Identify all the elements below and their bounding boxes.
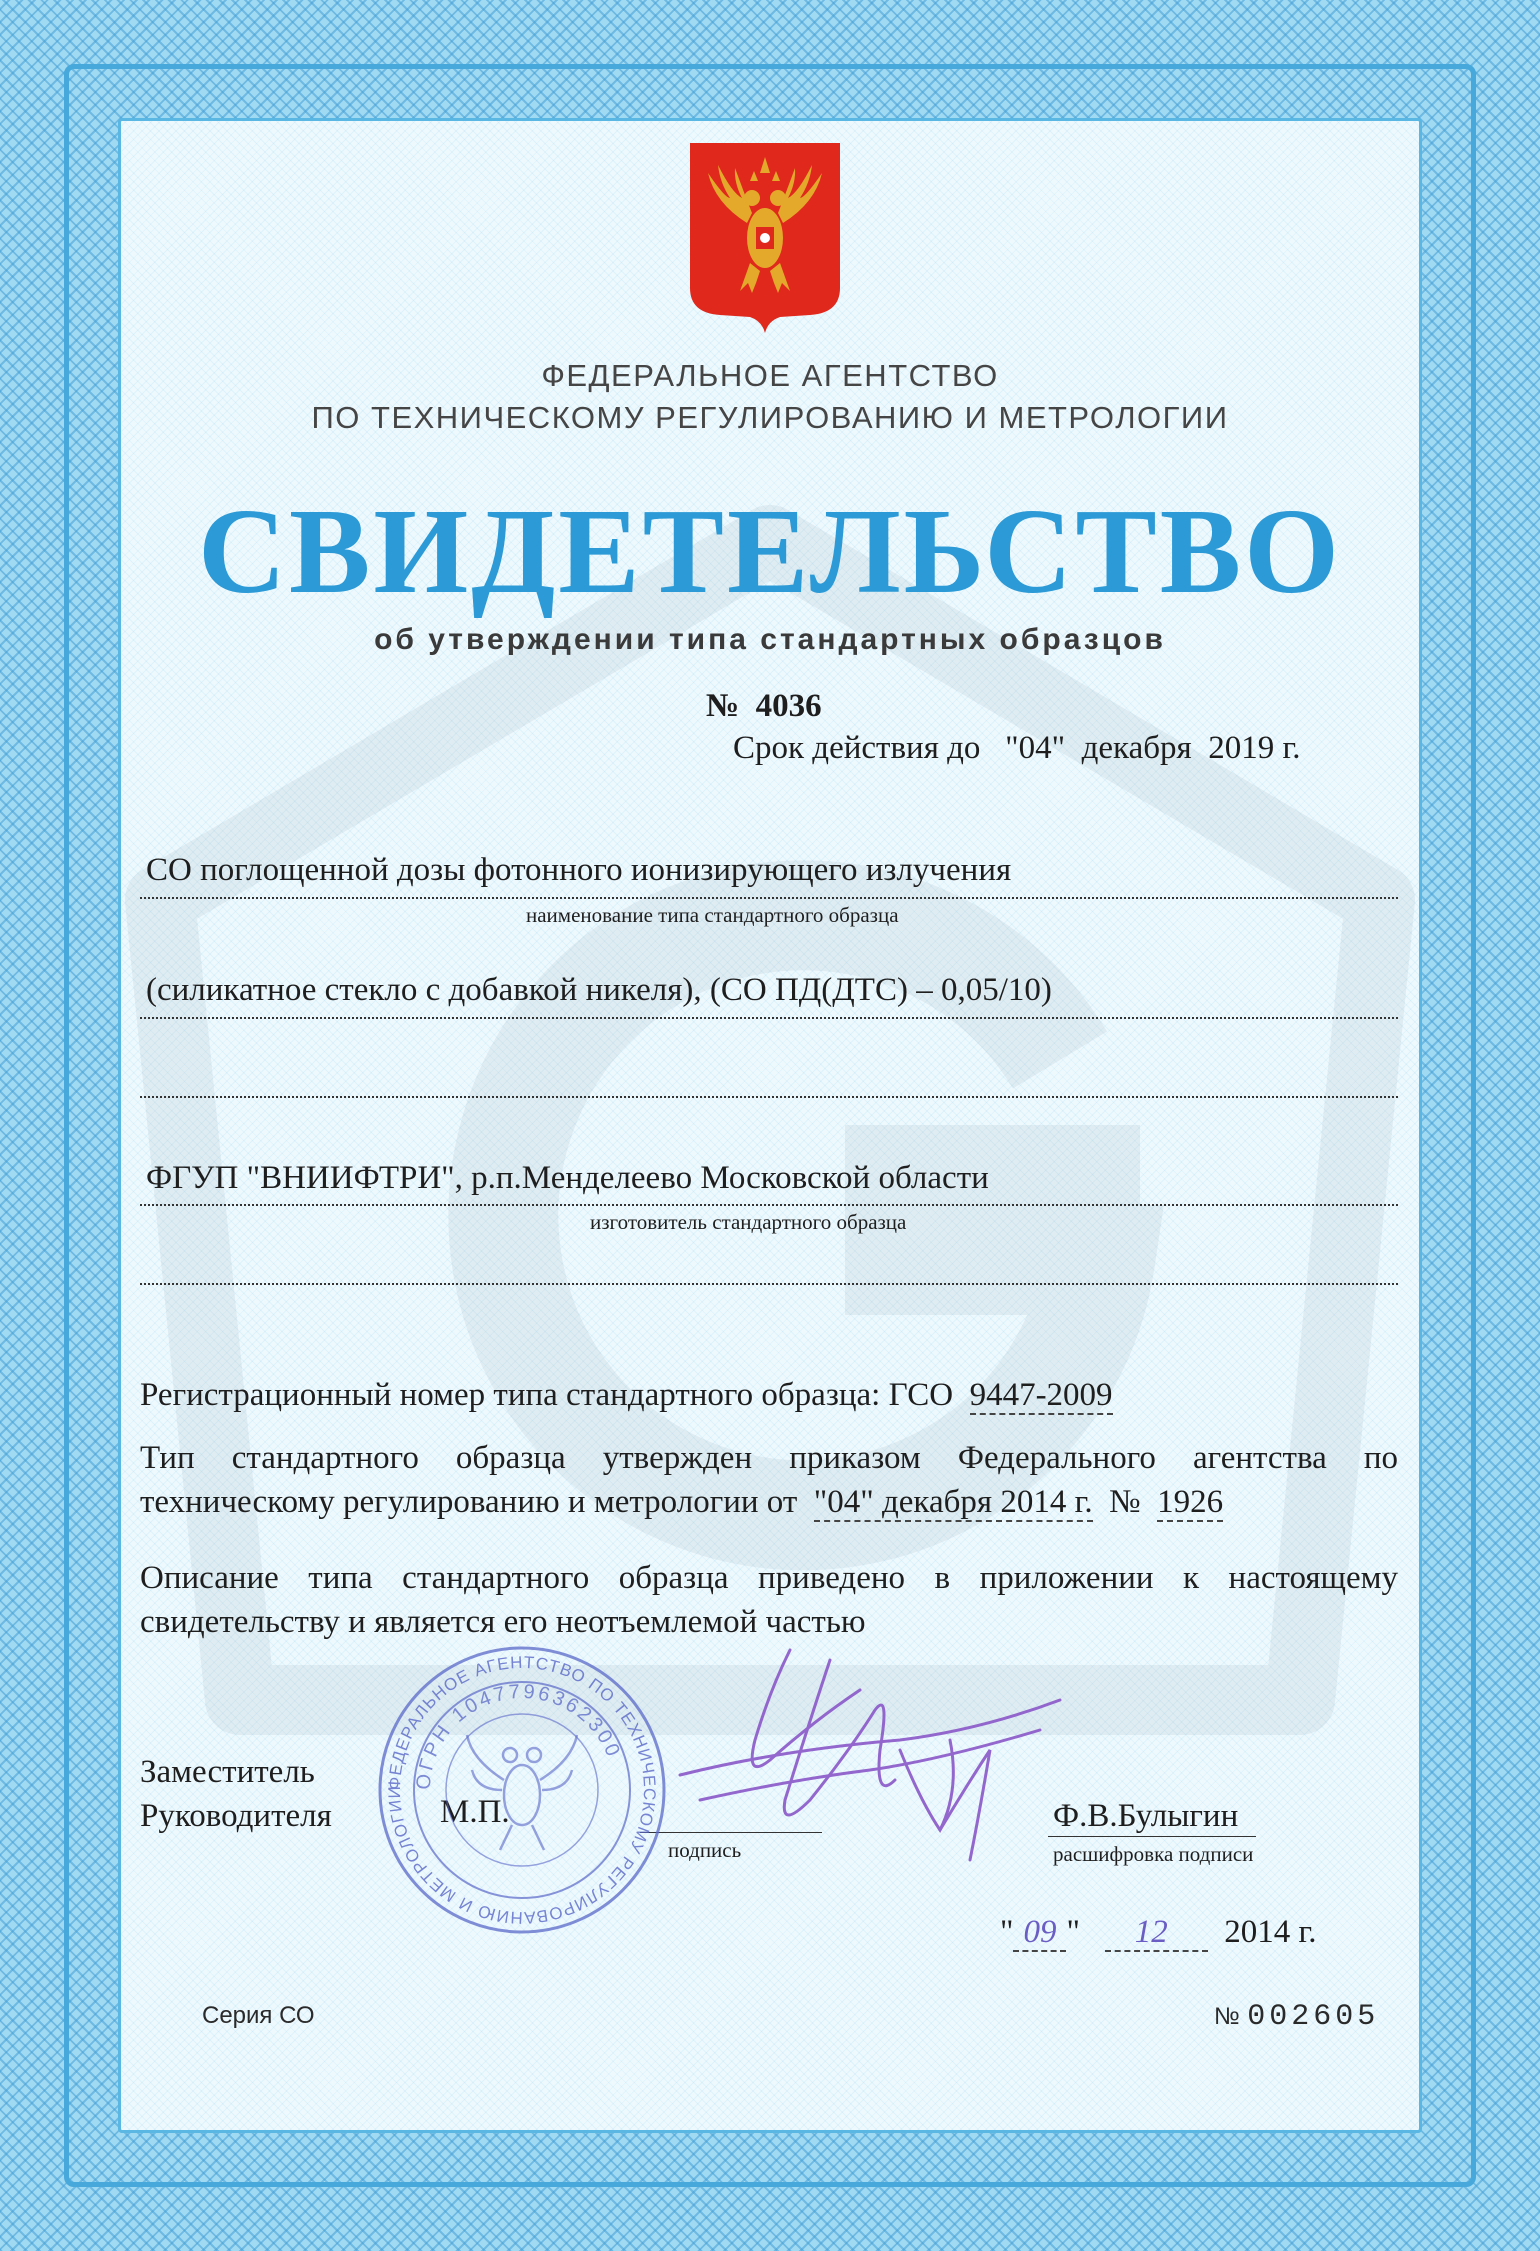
signatory-name: Ф.В.Булыгин <box>1053 1798 1239 1834</box>
sample-name-caption: наименование типа стандартного образца <box>526 903 899 927</box>
seal-label: М.П. <box>440 1794 510 1830</box>
agency-line-2: ПО ТЕХНИЧЕСКОМУ РЕГУЛИРОВАНИЮ И МЕТРОЛОГИИ <box>311 400 1229 435</box>
dotted-rule <box>140 1096 1398 1098</box>
manufacturer-caption: изготовитель стандартного образца <box>590 1210 907 1234</box>
issue-day: 09 <box>1013 1914 1066 1952</box>
signature-icon <box>640 1630 1100 1890</box>
serial-prefix: № <box>1214 2003 1240 2030</box>
serial-number <box>1214 1998 1379 2034</box>
registration-line <box>140 1377 1113 1414</box>
dotted-rule <box>140 1204 1398 1206</box>
dotted-rule <box>140 1017 1398 1019</box>
issue-month: 12 <box>1105 1914 1208 1952</box>
validity-year: 2019 г. <box>1208 730 1301 766</box>
issue-date: " 09 " 12 2014 г. <box>1000 1914 1317 1950</box>
serial-value: 002605 <box>1247 2000 1380 2034</box>
certificate-number <box>706 688 822 725</box>
certificate-title: СВИДЕТЕЛЬСТВО <box>197 484 1343 619</box>
registration-label: Регистрационный номер типа стандартного образца: ГСО <box>140 1377 954 1413</box>
dotted-rule <box>140 1283 1398 1285</box>
signature-caption: подпись <box>668 1838 742 1862</box>
official-stamp-icon <box>372 1640 672 1940</box>
agency-line-1: ФЕДЕРАЛЬНОЕ АГЕНТСТВО <box>541 358 999 393</box>
issue-year: 2014 г. <box>1224 1914 1317 1950</box>
position-line-2: Руководителя <box>140 1798 332 1834</box>
description-line-2: свидетельству и является его неотъемлемой частью <box>140 1604 866 1640</box>
approval-number: 1926 <box>1157 1484 1224 1520</box>
coat-of-arms-icon <box>690 143 840 333</box>
stamp-inner-text: ОГРН 1047796362300 <box>412 1680 625 1791</box>
series-label: Серия СО <box>202 2002 315 2029</box>
sample-name-line-2: (силикатное стекло с добавкой никеля), (СО ПД(ДТС) – 0,05/10) <box>146 972 1052 1008</box>
certificate-subtitle: об утверждении типа стандартных образцов <box>374 623 1166 656</box>
manufacturer-line: ФГУП "ВНИИФТРИ", р.п.Менделеево Московской области <box>146 1160 989 1196</box>
approval-line-1: Тип стандартного образца утвержден приказом Федерального агентства по <box>140 1440 1398 1476</box>
position-line-1: Заместитель <box>140 1754 315 1790</box>
number-prefix: № <box>706 688 740 724</box>
registration-number: 9447-2009 <box>969 1377 1113 1413</box>
signatory-position <box>140 1750 332 1838</box>
approval-number-prefix: № <box>1109 1484 1141 1520</box>
approval-prefix: техническому регулированию и метрологии от <box>140 1484 798 1520</box>
approval-date: "04" декабря 2014 г. <box>813 1484 1093 1520</box>
description-line-1: Описание типа стандартного образца приведено в приложении к настоящему <box>140 1560 1398 1596</box>
approval-line-2 <box>140 1484 1223 1521</box>
dotted-rule <box>140 897 1398 899</box>
number-value: 4036 <box>755 688 822 724</box>
name-caption: расшифровка подписи <box>1053 1842 1254 1866</box>
validity-label: Срок действия до <box>733 730 981 766</box>
validity-day: "04" <box>1005 730 1066 766</box>
sample-name-line-1: СО поглощенной дозы фотонного ионизирующего излучения <box>146 852 1012 888</box>
stamp-outer-text: ФЕДЕРАЛЬНОЕ АГЕНТСТВО ПО ТЕХНИЧЕСКОМУ РЕГУЛИРОВАНИЮ И МЕТРОЛОГИИ <box>384 1652 660 1928</box>
validity-month: декабря <box>1081 730 1192 766</box>
validity-line <box>733 730 1301 767</box>
